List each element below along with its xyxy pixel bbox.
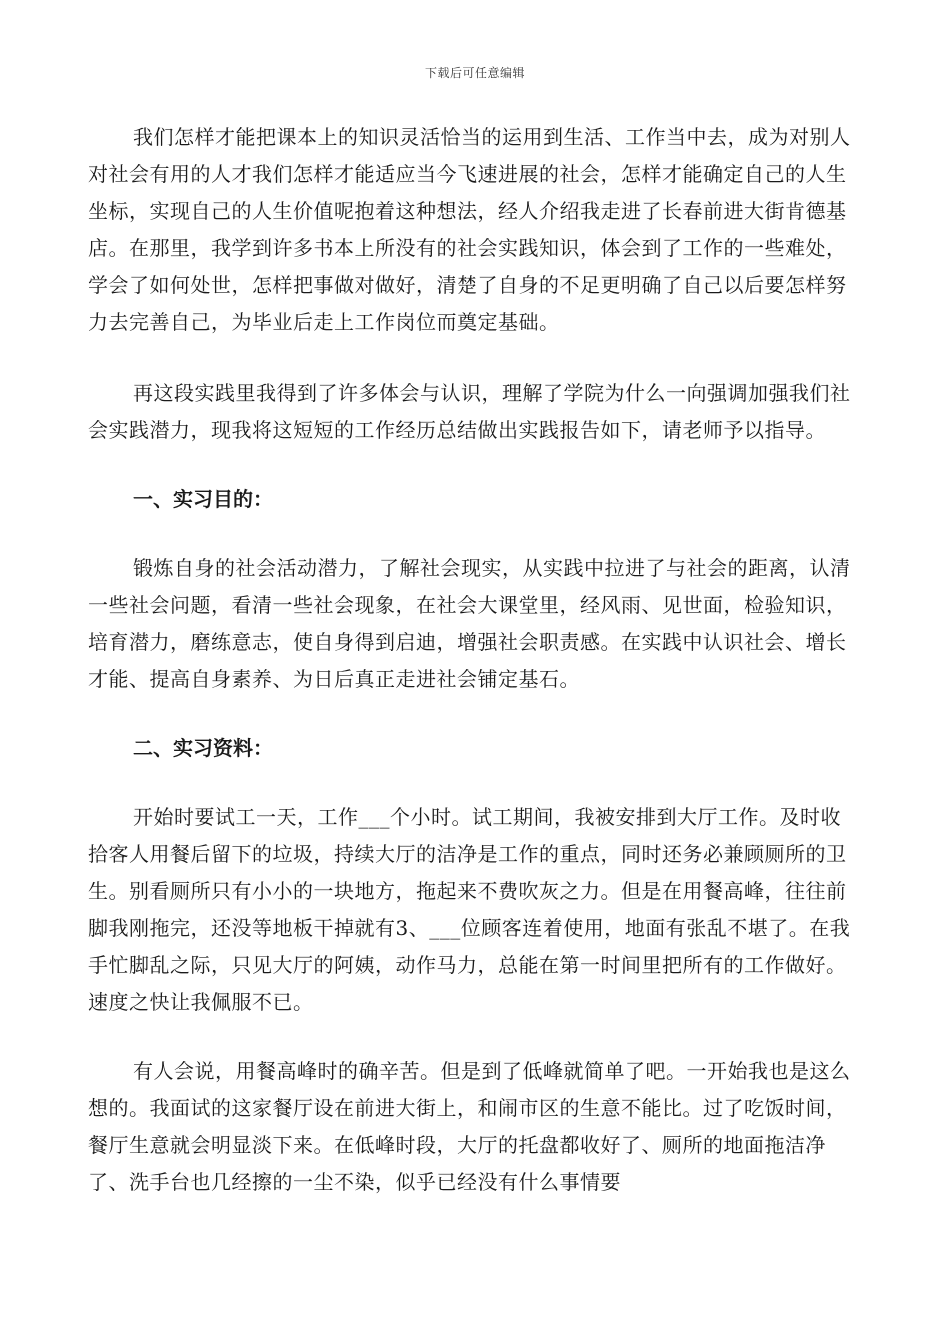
- spacer: [88, 1021, 858, 1053]
- spacer: [88, 698, 858, 730]
- paragraph-offpeak: 有人会说，用餐高峰时的确辛苦。但是到了低峰就简单了吧。一开始我也是这么想的。我面试的这家餐厅设在前进大街上，和闹市区的生意不能比。过了吃饭时间，餐厅生意就会明显淡下来。在低峰时段，大厅的托盘都收好了、厕所的地面拖洁净了、洗手台也几经擦的一尘不染，似乎已经没有什么事情要: [88, 1059, 851, 1194]
- page-header: 下载后可任意编辑: [424, 66, 525, 80]
- spacer: [88, 767, 858, 799]
- section-heading-purpose: 一、实习目的：: [133, 487, 273, 511]
- paragraph-intro: 我们怎样才能把课本上的知识灵活恰当的运用到生活、工作当中去，成为对别人对社会有用的人才我们怎样才能适应当今飞速进展的社会，怎样才能确定自己的人生坐标，实现自己的人生价值呢抱着这种想法，经人介绍我走进了长春前进大街肯德基店。在那里，我学到许多书本上所没有的社会实践知识，体会到了工作的一些难处，学会了如何处世，怎样把事做对做好，清楚了自身的不足更明确了自己以后要怎样努力去完善自己，为毕业后走上工作岗位而奠定基础。: [88, 125, 851, 334]
- paragraph-summary: 再这段实践里我得到了许多体会与认识，理解了学院为什么一向强调加强我们社会实践潜力，现我将这短短的工作经历总结做出实践报告如下，请老师予以指导。: [88, 381, 851, 442]
- document-body: [88, 119, 858, 1201]
- paragraph-purpose: 锻炼自身的社会活动潜力，了解社会现实，从实践中拉进了与社会的距离，认清一些社会问题，看清一些社会现象，在社会大课堂里，经风雨、见世面，检验知识，培育潜力，磨练意志，使自身得到启迪，增强社会职责感。在实践中认识社会、增长才能、提高自身素养、为日后真正走进社会铺定基石。: [88, 556, 851, 691]
- spacer: [88, 341, 858, 375]
- section-heading-materials: 二、实习资料：: [133, 736, 273, 760]
- spacer: [88, 449, 858, 481]
- paragraph-materials: 开始时要试工一天，工作___个小时。试工期间，我被安排到大厅工作。及时收拾客人用餐后留下的垃圾，持续大厅的洁净是工作的重点，同时还务必兼顾厕所的卫生。别看厕所只有小小的一块地方，拖起来不费吹灰之力。但是在用餐高峰，往往前脚我刚拖完，还没等地板干掉就有3、___位顾客连着使用，地面有张乱不堪了。在我手忙脚乱之际，只见大厅的阿姨，动作马力，总能在第一时间里把所有的工作做好。速度之快让我佩服不已。: [88, 805, 851, 1014]
- spacer: [88, 518, 858, 550]
